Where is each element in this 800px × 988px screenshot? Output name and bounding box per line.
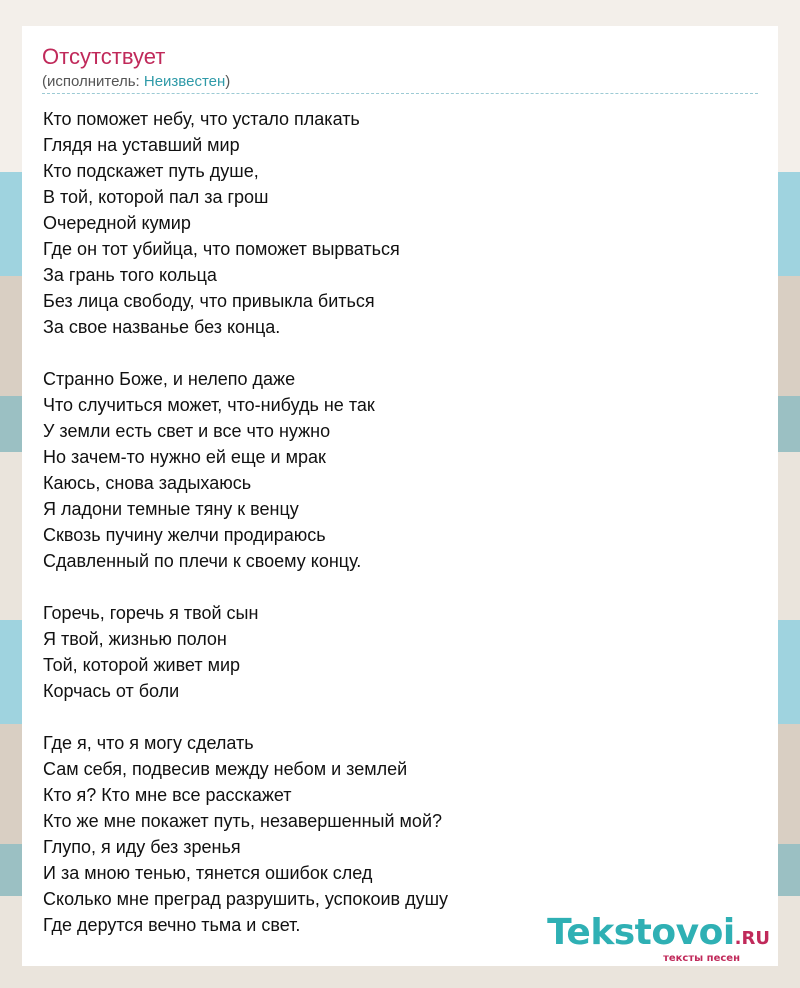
lyric-line: Странно Боже, и нелепо даже: [43, 369, 296, 389]
lyric-line: Сколько мне преград разрушить, успокоив душу: [43, 889, 449, 909]
artist-link[interactable]: Неизвестен: [143, 73, 226, 90]
divider: [42, 93, 758, 94]
lyrics-text: [43, 106, 448, 938]
lyric-line: Где дерутся вечно тьма и свет.: [43, 915, 301, 935]
artist-suffix: ): [225, 73, 231, 90]
lyric-line: Корчась от боли: [43, 681, 180, 701]
logo-wordmark: [547, 912, 770, 957]
lyric-line: И за мною тенью, тянется ошибок след: [43, 863, 373, 883]
song-title: Отсутствует: [42, 44, 166, 69]
lyric-line: В той, которой пал за грош: [43, 187, 269, 207]
logo-main-text: Tekstovoi: [547, 912, 735, 953]
lyric-line: Глупо, я иду без зренья: [43, 837, 241, 857]
stanza-gap: [43, 340, 448, 366]
lyric-line: Очередной кумир: [43, 213, 191, 233]
lyric-line: Кто поможет небу, что устало плакать: [43, 109, 360, 129]
artist-prefix: (исполнитель:: [42, 73, 144, 90]
lyric-line: Сам себя, подвесив между небом и землей: [43, 759, 408, 779]
lyric-line: У земли есть свет и все что нужно: [43, 421, 331, 441]
lyric-line: За грань того кольца: [43, 265, 217, 285]
lyric-line: Глядя на уставший мир: [43, 135, 240, 155]
site-logo[interactable]: [547, 912, 770, 964]
lyric-line: Но зачем-то нужно ей еще и мрак: [43, 447, 326, 467]
lyric-line: Кто я? Кто мне все расскажет: [43, 785, 292, 805]
lyric-line: За свое названье без конца.: [43, 317, 281, 337]
lyric-line: Я ладони темные тяну к венцу: [43, 499, 299, 519]
lyric-line: Я твой, жизнью полон: [43, 629, 227, 649]
logo-tld: .RU: [734, 928, 770, 949]
stanza-gap: [43, 704, 448, 730]
logo-tagline: тексты песен: [663, 953, 740, 964]
artist-line: [42, 73, 230, 91]
lyric-line: Каюсь, снова задыхаюсь: [43, 473, 252, 493]
lyric-line: Кто же мне покажет путь, незавершенный мой?: [43, 811, 443, 831]
lyric-line: Что случиться может, что-нибудь не так: [43, 395, 375, 415]
lyric-line: Сдавленный по плечи к своему концу.: [43, 551, 362, 571]
lyrics-card: [22, 26, 778, 966]
lyric-line: Сквозь пучину желчи продираюсь: [43, 525, 326, 545]
lyric-line: Горечь, горечь я твой сын: [43, 603, 259, 623]
lyric-line: Где он тот убийца, что поможет вырваться: [43, 239, 400, 259]
lyric-line: Кто подскажет путь душе,: [43, 161, 259, 181]
lyric-line: Той, которой живет мир: [43, 655, 241, 675]
lyric-line: Где я, что я могу сделать: [43, 733, 254, 753]
stanza-gap: [43, 574, 448, 600]
lyric-line: Без лица свободу, что привыкла биться: [43, 291, 375, 311]
